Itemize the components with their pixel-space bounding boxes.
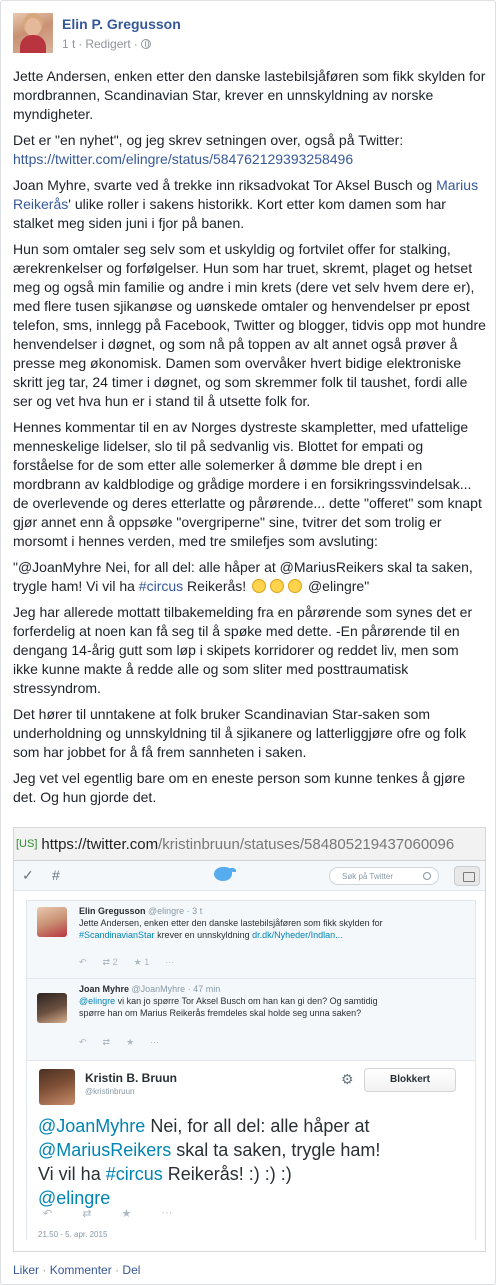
blocked-button: Blokkert [364,1068,456,1092]
post-subline: 1 t · Redigert · [62,37,181,51]
more-icon: ··· [150,1037,160,1047]
author-avatar[interactable] [13,13,53,53]
compose-tweet-icon [454,866,480,886]
ssl-badge: [US] [16,838,38,850]
post-body [13,67,487,814]
tweet-actions [79,1037,159,1048]
post-actions: Liker · Kommenter · Del [13,1263,141,1277]
notifications-icon: ✓ [22,867,34,883]
marius-reikeras-link[interactable]: Marius Reikerås [13,177,479,212]
smiley-icon [288,579,302,593]
paragraph: Jeg har allerede mottatt tilbakemelding fra en pårørende som synes det er forferdelig at noen kan få seg til å spøke med dette. -En pårørende til en dengang 14-årig gutt som løp i skipets korridorer og reddet liv, men som ikke kunne makte å redde alle og som sliter med posttraumatisk stressyndrom. [13,604,473,696]
post-header [13,13,181,57]
paragraph: Det er "en nyhet", og jeg skrev setningen over, også på Twitter: https://twitter.com/elingre/status/584762129393258496 [13,132,404,167]
tweet-actions [79,957,174,968]
url-path: /kristinbruun/statuses/584805219437060096 [158,835,455,853]
paragraph: Jette Andersen, enken etter den danske lastebilsjåføren som fikk skylden for mordbrannen, Scandinavian Star, krever en unnskyldning av norske myndigheter. [13,68,486,122]
reply-icon: ↶ [79,1037,87,1047]
tweet-elin: Elin Gregusson @elingre · 3 t Jette Andersen, enken etter den danske lastebilsjåføren som fikk skylden for #ScandinavianStar krever en unnskyldning dr.dk/Nyheder/Indlan... ↶ ⇄ 2 ★ 1 ··· [27,901,475,979]
retweet-icon: ⇄ 2 [102,957,118,967]
reply-icon: ↶ [79,957,87,967]
edited-label[interactable]: Redigert [85,37,131,51]
retweet-icon: ⇄ [102,1037,111,1047]
paragraph: Joan Myhre, svarte ved å trekke inn riksadvokat Tor Aksel Busch og Marius Reikerås' ulike roller i sakens historikk. Kort etter kom damen som har stalket meg siden juni i fjor på banen. [13,177,479,231]
twitter-topbar [14,861,485,891]
share-link[interactable]: Del [122,1263,141,1277]
tweet-timestamp: 21.50 - 5. apr. 2015 [38,1230,108,1239]
tweet-joan: Joan Myhre @JoanMyhre · 47 min @elingre vi kan jo spørre Tor Aksel Busch om han kan gi den? Og samtidig spørre han om Marius Reikerås fremdeles skal holde seg unna saken? ↶ ⇄ ★ ··· [27,979,475,1061]
retweet-icon: ⇄ [82,1208,92,1220]
tweet-text: @JoanMyhre Nei, for all del: alle håper at @MariusReikers skal ta saken, trygle ham! Vi vil ha #circus Reikerås! :) :) :) @elingre [38,1116,381,1208]
gear-icon: ⚙ [341,1071,354,1087]
circus-hashtag-link[interactable]: #circus [138,578,184,594]
twitter-bird-icon [214,867,232,881]
tweet-avatar [39,1069,75,1105]
twitter-status-link[interactable]: https://twitter.com/elingre/status/584762129393258496 [13,151,354,167]
favorite-icon: ★ 1 [133,957,150,967]
paragraph: Hun som omtaler seg selv som et uskyldig og fortvilet offer for stalking, ærekrenkelser og forfølgelser. Hun som har truet, skremt, plaget og hetset meg og også min familie og andre i min krets (dere vet selv hvem dere er), med flere tusen sjikanøse og uønskede omtaler og henvendelser pr epost telefon, sms, innlegg på Facebook, Twitter og blogger, tidvis opp mot hundre henvendelser i døgnet, og som nå på toppen av alt annet også prøver å presse meg økonomisk. Damen som overvåker hvert bidige elektroniske skritt jeg tar, 24 timer i døgnet, og som skremmer folk til taushet, fordi alle ser og vet hva hun er i stand til å utsette folk for. [13,241,486,409]
globe-icon[interactable] [141,39,151,49]
smiley-icon [252,579,266,593]
more-icon: ··· [165,957,175,967]
url-host: https://twitter.com [41,835,159,853]
more-icon: ··· [161,1207,173,1219]
paragraph: Det hører til unntakene at folk bruker Scandinavian Star-saken som underholdning og unnskyldning til å sjikanere og latterliggjøre ofre og folk som har jobbet for å få frem sannheten i saken. [13,706,466,760]
tweet-kristin: Kristin B. Bruun @kristinbruun ⚙ Blokkert @JoanMyhre Nei, for all del: alle håper at @MariusReikers skal ta saken, trygle ham! Vi vil ha #circus Reikerås! :) :) :) @elingre ↶ ⇄ ★ ··· 21.50 - 5. apr. 2015 [27,1061,475,1241]
reply-icon: ↶ [43,1208,53,1220]
tweet-conversation [26,900,476,1240]
post-meta [62,13,181,57]
search-icon [423,872,431,880]
favorite-icon: ★ [121,1208,132,1220]
post-time[interactable]: 1 t [62,37,76,51]
tweet-actions [43,1207,172,1220]
discover-icon: # [52,867,60,883]
paragraph: Hennes kommentar til en av Norges dystreste skampletter, med ufattelige menneskelige lidelser, slo til på sedvanlig vis. Blottet for empati og forståelse for de som etter alle solemerker å dømme ble drept i en mordbrann av kaldblodige og grådige mordere i en forsikringssvindelsak... de overlevende og deres etterlatte og pårørende... dette "offeret" som knapt gjør annet enn å oppsøke "overgriperne" sine, tvitrer det som trolig er morsomt i hennes verden, med tre smilefjes som avsluting: [13,419,482,549]
like-link[interactable]: Liker [13,1263,40,1277]
twitter-search: Søk på Twitter [329,867,439,885]
paragraph: Jeg vet vel egentlig bare om en eneste person som kunne tenkes å gjøre det. Og hun gjorde det. [13,770,466,805]
paragraph: "@JoanMyhre Nei, for all del: alle håper at @MariusReikers skal ta saken, trygle ham! Vi vil ha #circus Reikerås! @elingre" [13,559,473,594]
favorite-icon: ★ [126,1037,135,1047]
attached-screenshot[interactable] [13,827,486,1252]
author-name[interactable]: Elin P. Gregusson [62,16,181,32]
comment-link[interactable]: Kommenter [49,1263,112,1277]
tweet-avatar [37,907,67,937]
smiley-icon [270,579,284,593]
browser-address-bar [14,828,485,861]
tweet-avatar [37,993,67,1023]
